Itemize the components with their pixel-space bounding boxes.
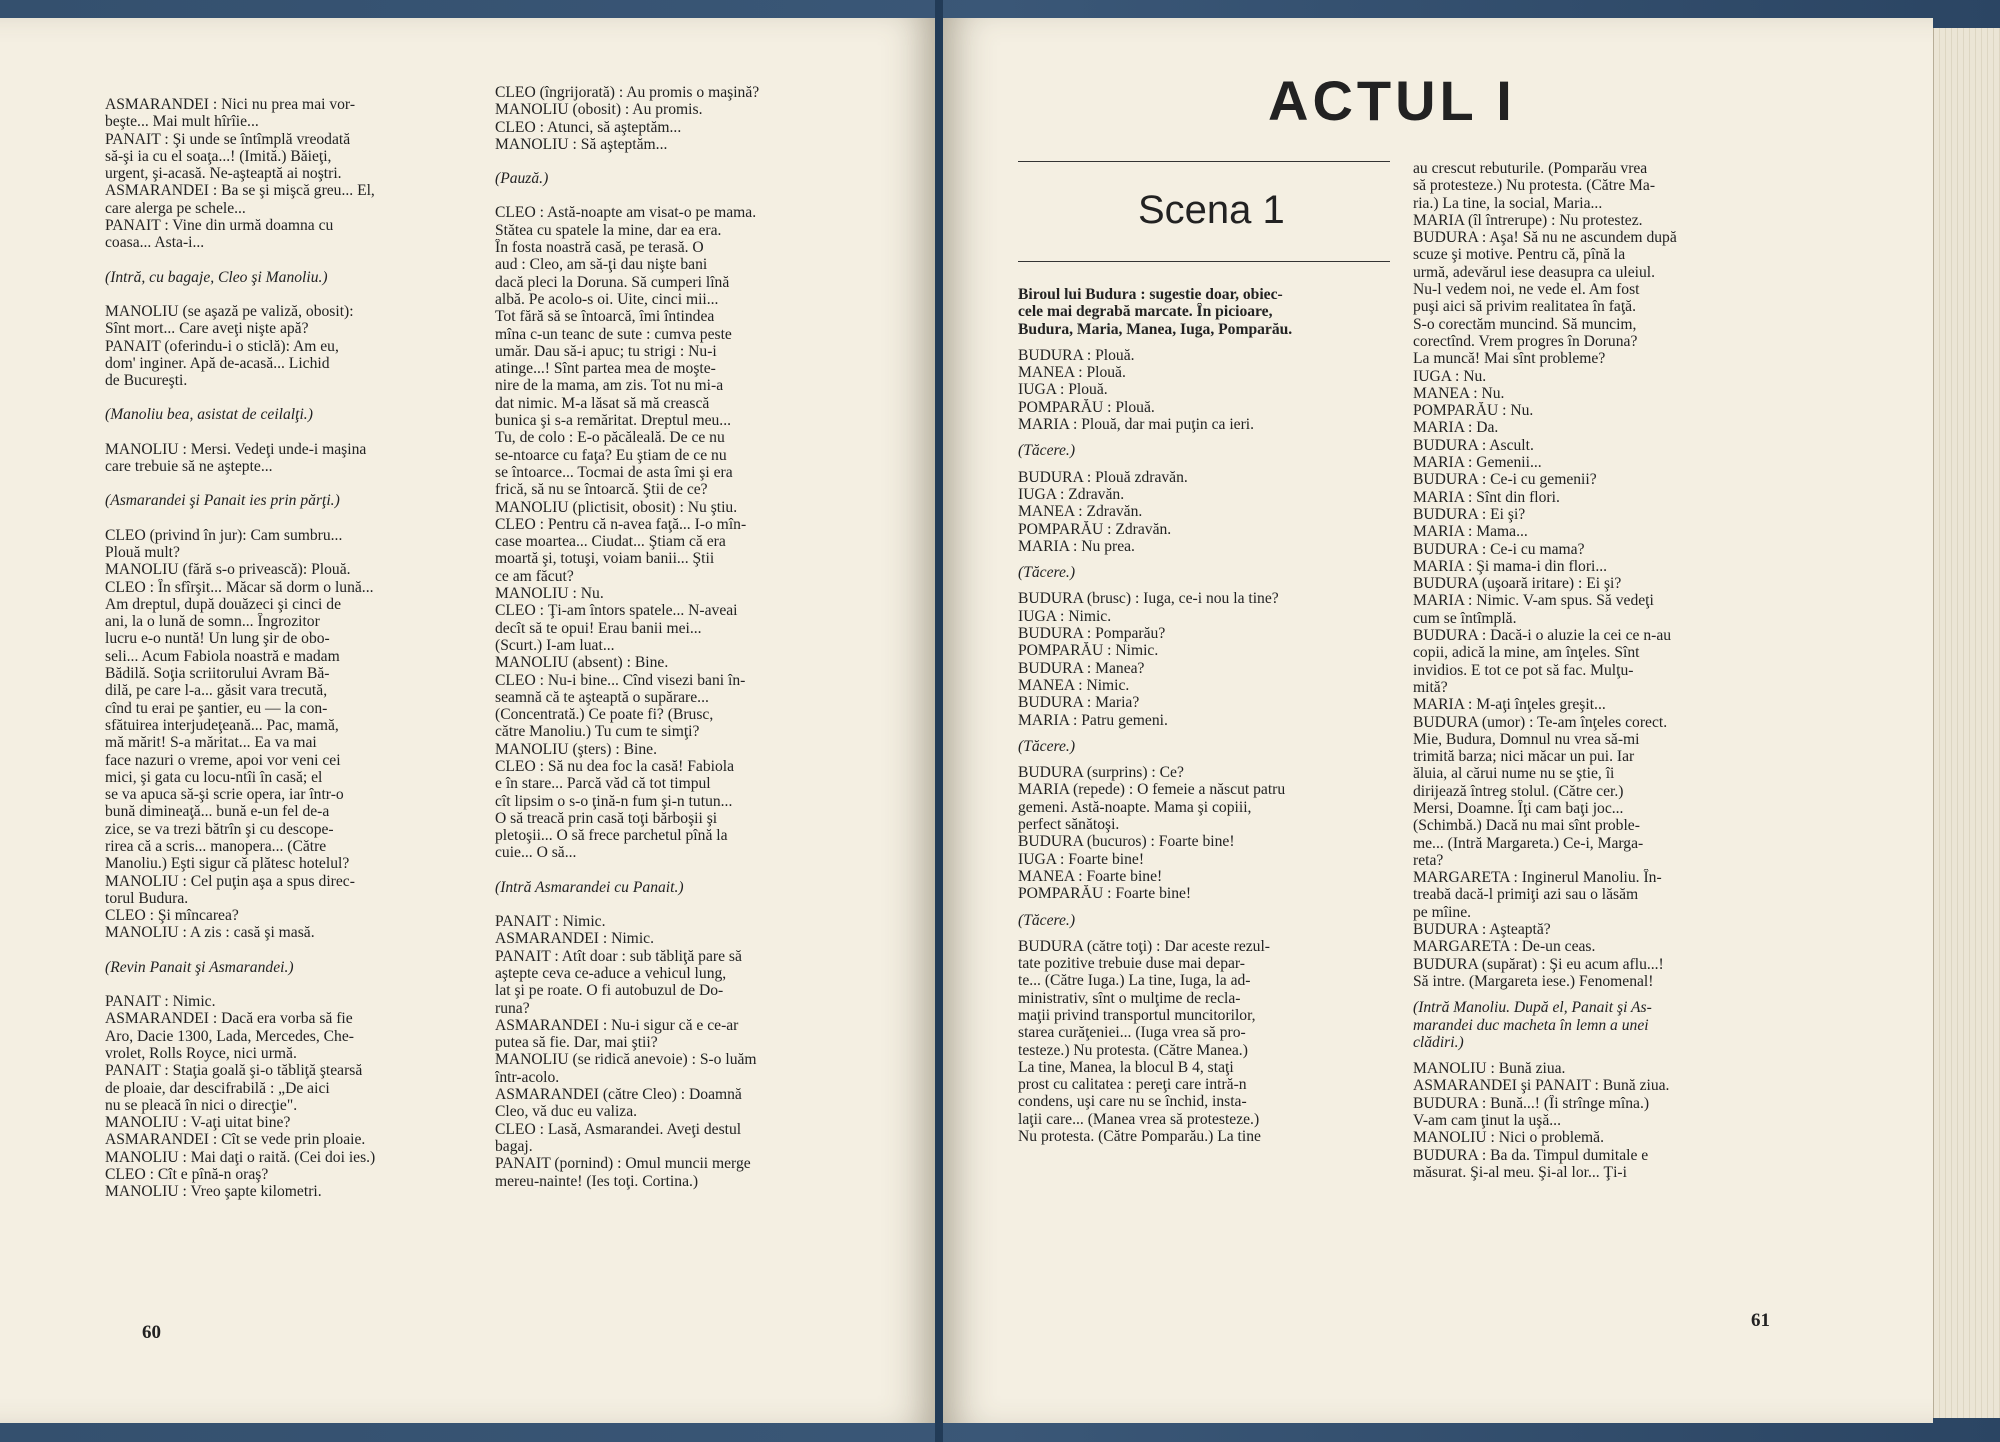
stage-direction: (Tăcere.) (1018, 911, 1076, 929)
dialogue-line: BUDURA : Pomparău? (1018, 625, 1166, 643)
stage-direction: (Intră Manoliu. După el, Panait şi As- (1413, 999, 1652, 1017)
dialogue-line: BUDURA (umor) : Te-am înţeles corect. (1413, 713, 1668, 731)
dialogue-line: POMPARĂU : Nimic. (1018, 642, 1159, 660)
dialogue-line: coasa... Asta-i... (105, 234, 205, 252)
stage-direction: (Tăcere.) (1018, 564, 1076, 582)
dialogue-line: (Schimbă.) Dacă nu mai sînt proble- (1413, 817, 1640, 835)
dialogue-line: CLEO (îngrijorată) : Au promis o maşină? (495, 84, 760, 101)
line-spacer (1018, 755, 1438, 764)
dialogue-line: ministrativ, sînt o mulţime de recla- (1018, 989, 1241, 1007)
line-spacer (1018, 433, 1438, 442)
dialogue-line: beşte... Mai mult hîrîie... (105, 113, 259, 131)
line-spacer (495, 896, 905, 913)
dialogue-line: ce am făcut? (495, 567, 574, 585)
dialogue-line: starea curăţeniei... (Iuga vrea să pro- (1018, 1024, 1246, 1042)
right-page-column-1 (1018, 286, 1438, 1145)
dialogue-line: Aro, Dacie 1300, Lada, Mercedes, Che- (105, 1027, 354, 1045)
page-number-right: 61 (1751, 1310, 1770, 1331)
dialogue-line: MANOLIU : Vreo şapte kilometri. (105, 1183, 322, 1201)
dialogue-line: lat şi pe roate. O fi autobuzul de Do- (495, 982, 724, 1000)
dialogue-line: dacă pleci la Doruna. Să cumperi lînă (495, 273, 730, 291)
dialogue-line: ria.) La tine, la social, Maria... (1413, 194, 1603, 212)
line-spacer (1413, 990, 1843, 999)
dialogue-line: copii, adică la mine, am înţeles. Sînt (1413, 644, 1640, 662)
dialogue-line: CLEO : Ţi-am întors spatele... N-aveai (495, 602, 738, 620)
dialogue-line: (Concentrată.) Ce poate fi? (Brusc, (495, 706, 714, 724)
dialogue-line: IUGA : Nu. (1413, 367, 1487, 385)
line-spacer (1018, 729, 1438, 738)
dialogue-line: puşi aici să privim realitatea în faţă. (1413, 298, 1636, 316)
line-spacer (495, 153, 905, 170)
dialogue-line: rirea că a scris... manopera... (Către (105, 837, 327, 855)
dialogue-line: CLEO : Astă-noapte am visat-o pe mama. (495, 204, 757, 222)
dialogue-line: BUDURA : Plouă. (1018, 346, 1135, 364)
dialogue-line: Tu, de colo : E-o păcăleală. De ce nu (495, 429, 725, 447)
dialogue-line: Nu protesta. (Către Pomparău.) La tine (1018, 1128, 1261, 1146)
dialogue-line: IUGA : Plouă. (1018, 381, 1108, 399)
stage-direction: marandei duc macheta în lemn a unei (1413, 1016, 1649, 1034)
dialogue-line: În fosta noastră casă, pe terasă. O (495, 239, 704, 257)
dialogue-line: moartă şi, totuşi, voiam banii... Ştii (495, 550, 715, 568)
dialogue-line: CLEO : Cît e pînă-n oraş? (105, 1166, 269, 1184)
dialogue-line: BUDURA (supărat) : Şi eu acum aflu...! (1413, 955, 1664, 973)
dialogue-line: MANOLIU : Nici o problemă. (1413, 1129, 1604, 1147)
dialogue-line: cît lipsim o s-o ţină-n fum şi-n tutun... (495, 792, 733, 810)
line-spacer (1413, 1051, 1843, 1060)
dialogue-line: mîna c-un teanc de sute : cumva peste (495, 325, 732, 343)
dialogue-line: Stătea cu spatele la mine, dar ea era. (495, 221, 722, 239)
dialogue-line: Mersi, Doamne. Îţi cam baţi joc... (1413, 799, 1624, 817)
dialogue-line: care alerga pe schele... (105, 199, 246, 217)
dialogue-line: ASMARANDEI : Ba se şi mişcă greu... El, (105, 182, 375, 200)
dialogue-line: bagaj. (495, 1137, 533, 1155)
dialogue-line: MARIA : Sînt din flori. (1413, 488, 1560, 506)
dialogue-line: vrolet, Rolls Royce, nici urmă. (105, 1044, 297, 1062)
dialogue-line: MANOLIU : Mersi. Vedeţi unde-i maşina (105, 440, 367, 458)
dialogue-line: O să treacă prin casă toţi bărboşii şi (495, 809, 718, 827)
left-page-column-1 (105, 96, 515, 1201)
dialogue-line: MANOLIU (fără s-o privească): Plouă. (105, 561, 351, 579)
dialogue-line: ASMARANDEI : Cît se vede prin ploaie. (105, 1131, 366, 1149)
dialogue-line: me... (Intră Margareta.) Ce-i, Marga- (1413, 834, 1644, 852)
dialogue-line: se întoarce... Tocmai de asta îmi şi era (495, 463, 733, 481)
dialogue-line: urmă, adevărul iese deasupra ca uleiul. (1413, 263, 1656, 281)
dialogue-line: se va apuca să-şi scrie opera, iar într-o (105, 786, 344, 804)
dialogue-line: ASMARANDEI (către Cleo) : Doamnă (495, 1086, 742, 1104)
dialogue-line: Să intre. (Margareta iese.) Fenomenal! (1413, 972, 1654, 990)
page-edges (1933, 28, 2000, 1418)
dialogue-line: La muncă! Mai sînt probleme? (1413, 350, 1606, 368)
dialogue-line: BUDURA : Ei şi? (1413, 505, 1526, 523)
dialogue-line: MARIA : Gemenii... (1413, 454, 1542, 472)
dialogue-line: BUDURA : Manea? (1018, 659, 1145, 677)
dialogue-line: atinge...! Sînt partea mea de moşte- (495, 360, 716, 378)
dialogue-line: laţii care... (Manea vrea să protesteze.) (1018, 1110, 1260, 1128)
dialogue-line: dirijează întreg stolul. (Către cer.) (1413, 782, 1624, 800)
title-rule-bottom (1018, 261, 1390, 262)
dialogue-line: case moartea... Ciudat... Ştiam că era (495, 533, 726, 551)
dialogue-line: dilă, pe care l-a... găsit vara trecută, (105, 682, 328, 700)
dialogue-line: tate pozitive trebuie duse mai depar- (1018, 955, 1246, 973)
dialogue-line: ASMARANDEI : Nu-i sigur că e ce-ar (495, 1016, 739, 1034)
dialogue-line: MANOLIU : Nu. (495, 585, 604, 603)
dialogue-line: MARIA : Nu prea. (1018, 537, 1135, 555)
dialogue-line: te... (Către Iuga.) La tine, Iuga, la ad- (1018, 972, 1251, 990)
stage-direction: (Tăcere.) (1018, 737, 1076, 755)
dialogue-line: să-şi ia cu el soaţa...! (Imită.) Băieţi, (105, 147, 332, 165)
dialogue-line: CLEO : În sfîrşit... Măcar să dorm o lună... (105, 578, 374, 596)
dialogue-line: CLEO (privind în jur): Cam sumbru... (105, 526, 343, 544)
dialogue-line: Cleo, vă duc eu valiza. (495, 1103, 638, 1121)
dialogue-line: PANAIT : Şi unde se întîmplă vreodată (105, 130, 351, 148)
dialogue-line: pe mîine. (1413, 903, 1472, 921)
dialogue-line: Tot fără să se întoarcă, îmi întindea (495, 308, 715, 326)
dialogue-line: aud : Cleo, am să-ţi dau nişte bani (495, 256, 708, 274)
dialogue-line: MANOLIU (plictisit, obosit) : Nu ştiu. (495, 498, 738, 516)
dialogue-line: PANAIT (oferindu-i o sticlă): Am eu, (105, 337, 339, 355)
dialogue-line: Bădilă. Soţia scriitorului Avram Bă- (105, 665, 330, 683)
dialogue-line: către Manoliu.) Tu cum te simţi? (495, 723, 700, 741)
dialogue-line: runa? (495, 999, 530, 1017)
dialogue-line: prost cu calitatea : pereţi care intră-n (1018, 1076, 1247, 1094)
dialogue-line: MANOLIU (absent) : Bine. (495, 654, 669, 672)
line-spacer (105, 475, 515, 492)
dialogue-line: de Bucureşti. (105, 372, 188, 390)
dialogue-line: MARIA : Nimic. V-am spus. Să vedeţi (1413, 592, 1654, 610)
dialogue-line: BUDURA : Ascult. (1413, 436, 1534, 454)
dialogue-line: ASMARANDEI : Dacă era vorba să fie (105, 1010, 353, 1028)
dialogue-line: CLEO : Atunci, să aşteptăm... (495, 118, 682, 136)
dialogue-line: POMPARĂU : Nu. (1413, 402, 1534, 420)
dialogue-line: Am dreptul, după douăzeci şi cinci de (105, 595, 341, 613)
dialogue-line: (Scurt.) I-am luat... (495, 636, 615, 654)
dialogue-line: ASMARANDEI : Nimic. (495, 930, 654, 948)
dialogue-line: BUDURA (către toţi) : Dar aceste rezul- (1018, 937, 1270, 955)
dialogue-line: BUDURA : Ce-i cu mama? (1413, 540, 1585, 558)
dialogue-line: cuie... O să... (495, 844, 577, 862)
dialogue-line: sfătuirea interjudeţeană... Pac, mamă, (105, 716, 339, 734)
dialogue-line: trimită barza; nici măcar un pui. Iar (1413, 748, 1635, 766)
dialogue-line: aştepte ceva ce-aduce a vehicul lung, (495, 964, 727, 982)
dialogue-line: albă. Pe acolo-s oi. Uite, cinci mii... (495, 290, 719, 308)
line-spacer (105, 424, 515, 441)
dialogue-line: seamnă că te aşteaptă o supărare... (495, 688, 709, 706)
dialogue-line: PANAIT : Nimic. (495, 913, 606, 931)
dialogue-line: V-am cam ţinut la uşă... (1413, 1112, 1561, 1130)
dialogue-line: face nazuri o vreme, apoi vor veni cei (105, 751, 341, 769)
dialogue-line: cum se întîmplă. (1413, 609, 1517, 627)
dialogue-line: într-acolo. (495, 1068, 560, 1086)
dialogue-line: MANOLIU : Să aşteptăm... (495, 135, 668, 153)
dialogue-line: S-o corectăm muncind. Să muncim, (1413, 315, 1637, 333)
dialogue-line: MANOLIU (se aşază pe valiză, obosit): (105, 302, 354, 320)
dialogue-line: urgent, şi-acasă. Ne-aşteaptă ai noştri. (105, 165, 342, 183)
dialogue-line: e în stare... Parcă văd că tot timpul (495, 775, 711, 793)
dialogue-line: bună dimineaţă... bună e-un fel de-a (105, 803, 330, 821)
dialogue-line: MARIA (îl întrerupe) : Nu protestez. (1413, 211, 1643, 229)
dialogue-line: IUGA : Zdravăn. (1018, 485, 1125, 503)
title-rule-top (1018, 161, 1390, 162)
line-spacer (1018, 555, 1438, 564)
dialogue-line: BUDURA : Aşteaptă? (1413, 921, 1551, 939)
dialogue-line: ASMARANDEI : Nici nu prea mai vor- (105, 96, 356, 113)
dialogue-line: MANOLIU : Mai daţi o raită. (Cei doi ies.) (105, 1148, 376, 1166)
dialogue-line: care trebuie să ne aştepte... (105, 458, 273, 476)
line-spacer (105, 252, 515, 269)
dialogue-line: BUDURA (bucuros) : Foarte bine! (1018, 833, 1235, 851)
dialogue-line: CLEO : Lasă, Asmarandei. Aveţi destul (495, 1120, 742, 1138)
dialogue-line: BUDURA : Plouă zdravăn. (1018, 468, 1188, 486)
dialogue-line: mită? (1413, 678, 1448, 696)
dialogue-line: BUDURA : Dacă-i o aluzie la cei ce n-au (1413, 627, 1672, 645)
line-spacer (495, 862, 905, 879)
dialogue-line: dom' inginer. Apă de-acasă... Lichid (105, 354, 330, 372)
dialogue-line: au crescut rebuturile. (Pomparău vrea (1413, 160, 1648, 177)
dialogue-line: BUDURA : Bună...! (Îi strînge mîna.) (1413, 1094, 1650, 1112)
dialogue-line: MARIA : Şi mama-i din flori... (1413, 557, 1608, 575)
dialogue-line: POMPARĂU : Plouă. (1018, 398, 1155, 416)
right-page (943, 18, 1933, 1423)
line-spacer (1018, 460, 1438, 469)
scene-description: cele mai degrabă marcate. În picioare, (1018, 303, 1273, 321)
dialogue-line: decît să te opui! Erau banii mei... (495, 619, 702, 637)
dialogue-line: de ploaie, dar descifrabilă : „De aici (105, 1079, 330, 1097)
dialogue-line: putea să fie. Dar, mai ştii? (495, 1034, 658, 1052)
dialogue-line: Nu-l vedem noi, ne vede el. Am fost (1413, 281, 1640, 299)
line-spacer (105, 389, 515, 406)
dialogue-line: PANAIT : Vine din urmă doamna cu (105, 217, 334, 235)
stage-direction: (Tăcere.) (1018, 442, 1076, 460)
dialogue-line: ăluia, al cărui nume nu se ştie, îi (1413, 765, 1615, 783)
dialogue-line: Sînt mort... Care aveţi nişte apă? (105, 320, 309, 338)
stage-direction: (Intră, cu bagaje, Cleo şi Manoliu.) (105, 268, 328, 286)
dialogue-line: măsurat. Şi-al meu. Şi-al lor... Ţi-i (1413, 1163, 1627, 1181)
dialogue-line: MANOLIU : V-aţi uitat bine? (105, 1114, 291, 1132)
dialogue-line: CLEO : Pentru că n-avea faţă... I-o mîn- (495, 515, 747, 533)
dialogue-line: IUGA : Foarte bine! (1018, 850, 1145, 868)
dialogue-line: corectînd. Vrem progres în Doruna? (1413, 332, 1638, 350)
dialogue-line: CLEO : Şi mîncarea? (105, 907, 239, 925)
dialogue-line: BUDURA (uşoară iritare) : Ei şi? (1413, 575, 1622, 593)
dialogue-line: PANAIT (pornind) : Omul muncii merge (495, 1155, 751, 1173)
dialogue-line: mereu-nainte! (Ies toţi. Cortina.) (495, 1172, 699, 1190)
dialogue-line: reta? (1413, 851, 1444, 869)
dialogue-line: dat nimic. M-a lăsat să mă crească (495, 394, 710, 412)
dialogue-line: POMPARĂU : Foarte bine! (1018, 885, 1192, 903)
dialogue-line: condens, uşi care nu se închid, insta- (1018, 1093, 1247, 1111)
dialogue-line: BUDURA : Ba da. Timpul dumitale e (1413, 1146, 1649, 1164)
dialogue-line: nu se pleacă în nici o direcţie". (105, 1096, 298, 1114)
dialogue-line: perfect sănătoşi. (1018, 816, 1120, 834)
line-spacer (1018, 338, 1438, 347)
dialogue-line: CLEO : Nu-i bine... Cînd visezi bani în- (495, 671, 746, 689)
dialogue-line: pletoşii... O să frece parchetul pînă la (495, 827, 728, 845)
dialogue-line: Plouă mult? (105, 543, 180, 561)
dialogue-line: torul Budura. (105, 889, 189, 907)
dialogue-line: MARGARETA : De-un ceas. (1413, 938, 1596, 956)
dialogue-line: zice, se va trezi bătrîn şi cu descope- (105, 820, 334, 838)
dialogue-line: MANEA : Foarte bine! (1018, 867, 1163, 885)
dialogue-line: IUGA : Nimic. (1018, 607, 1112, 625)
dialogue-line: POMPARĂU : Zdravăn. (1018, 520, 1172, 538)
dialogue-line: PANAIT : Nimic. (105, 993, 216, 1011)
dialogue-line: invidios. E tot ce pot să fac. Mulţu- (1413, 661, 1634, 679)
dialogue-line: MANEA : Nimic. (1018, 676, 1130, 694)
dialogue-line: BUDURA : Ce-i cu gemenii? (1413, 471, 1597, 489)
dialogue-line: MANEA : Zdravăn. (1018, 503, 1143, 521)
dialogue-line: MANEA : Plouă. (1018, 364, 1126, 382)
dialogue-line: nire de la mama, am zis. Tot nu mi-a (495, 377, 724, 395)
dialogue-line: gemeni. Astă-noapte. Mama şi copiii, (1018, 798, 1252, 816)
dialogue-line: MANOLIU (şters) : Bine. (495, 740, 657, 758)
dialogue-line: frică, să nu se întoarcă. Ştii de ce? (495, 481, 708, 499)
dialogue-line: MARGARETA : Inginerul Manoliu. În- (1413, 869, 1662, 887)
right-page-column-2 (1413, 160, 1843, 1181)
line-spacer (495, 187, 905, 204)
stage-direction: (Intră Asmarandei cu Panait.) (495, 878, 684, 896)
line-spacer (1018, 903, 1438, 912)
line-spacer (105, 286, 515, 303)
dialogue-line: BUDURA (brusc) : Iuga, ce-i nou la tine? (1018, 590, 1279, 608)
dialogue-line: cînd tu erai pe şantier, eu — la con- (105, 699, 328, 717)
line-spacer (105, 976, 515, 993)
dialogue-line: CLEO : Să nu dea foc la casă! Fabiola (495, 757, 735, 775)
dialogue-line: testeze.) Nu protesta. (Către Manea.) (1018, 1041, 1248, 1059)
dialogue-line: ASMARANDEI şi PANAIT : Bună ziua. (1413, 1077, 1670, 1095)
dialogue-line: MARIA : M-aţi înţeles greşit... (1413, 696, 1606, 714)
dialogue-line: MANEA : Nu. (1413, 384, 1505, 402)
left-page-column-2 (495, 84, 905, 1190)
dialogue-line: PANAIT : Staţia goală şi-o tăbliţă ştearsă (105, 1062, 363, 1080)
dialogue-line: maţii privind transportul muncitorilor, (1018, 1006, 1256, 1024)
line-spacer (105, 510, 515, 527)
dialogue-line: se-ntoarce cu faţa? Eu ştiam de ce nu (495, 446, 727, 464)
dialogue-line: MANOLIU (obosit) : Au promis. (495, 101, 703, 119)
dialogue-line: scuze şi motive. Pentru că, pînă la (1413, 246, 1626, 264)
dialogue-line: BUDURA : Aşa! Să nu ne ascundem după (1413, 229, 1677, 247)
left-page (0, 18, 935, 1423)
dialogue-line: Mie, Budura, Domnul nu vrea să-mi (1413, 730, 1640, 748)
act-title: ACTUL I (1268, 69, 1516, 132)
dialogue-line: MARIA : Da. (1413, 419, 1499, 437)
stage-direction: (Pauză.) (495, 170, 549, 188)
dialogue-line: să protesteze.) Nu protesta. (Către Ma- (1413, 177, 1656, 195)
line-spacer (1018, 929, 1438, 938)
dialogue-line: Manoliu.) Eşti sigur că plătesc hotelul? (105, 855, 350, 873)
dialogue-line: treabă dacă-l primiţi azi sau o lăsăm (1413, 886, 1639, 904)
dialogue-line: La tine, Manea, la blocul B 4, staţi (1018, 1058, 1234, 1076)
dialogue-line: MARIA : Plouă, dar mai puţin ca ieri. (1018, 416, 1255, 434)
dialogue-line: MARIA (repede) : O femeie a născut patru (1018, 781, 1286, 799)
dialogue-line: PANAIT : Atît doar : sub tăbliţă pare să (495, 947, 742, 965)
dialogue-line: MANOLIU : Bună ziua. (1413, 1060, 1566, 1078)
dialogue-line: ani, la o lună de somn... Îngrozitor (105, 613, 320, 631)
dialogue-line: umăr. Dau să-i apuc; tu strigi : Nu-i (495, 342, 717, 360)
line-spacer (1018, 581, 1438, 590)
dialogue-line: seli... Acum Fabiola noastră e madam (105, 647, 340, 665)
dialogue-line: bunica şi s-a remăritat. Dreptul meu... (495, 412, 731, 430)
dialogue-line: MANOLIU (se ridică anevoie) : S-o luăm (495, 1051, 757, 1069)
dialogue-line: MANOLIU : Cel puţin aşa a spus direc- (105, 872, 355, 890)
line-spacer (105, 942, 515, 959)
dialogue-line: MARIA : Patru gemeni. (1018, 711, 1168, 729)
scene-description: Budura, Maria, Manea, Iuga, Pomparău. (1018, 320, 1293, 338)
stage-direction: (Asmarandei şi Panait ies prin părţi.) (105, 492, 340, 510)
dialogue-line: mă mărit! S-a măritat... Ea va mai (105, 734, 317, 752)
dialogue-line: MANOLIU : A zis : casă şi masă. (105, 924, 315, 942)
scene-description: Biroul lui Budura : sugestie doar, obiec- (1018, 286, 1283, 303)
dialogue-line: lucru e-o nuntă! Un lung şir de obo- (105, 630, 330, 648)
stage-direction: (Revin Panait şi Asmarandei.) (105, 958, 294, 976)
stage-direction: clădiri.) (1413, 1033, 1464, 1051)
dialogue-line: mici, şi gata cu locu-ntîi în casă; el (105, 768, 323, 786)
scene-title: Scena 1 (1138, 188, 1285, 232)
page-number-left: 60 (142, 1322, 161, 1343)
dialogue-line: BUDURA (surprins) : Ce? (1018, 764, 1184, 782)
stage-direction: (Manoliu bea, asistat de ceilalţi.) (105, 406, 313, 424)
dialogue-line: BUDURA : Maria? (1018, 694, 1140, 712)
dialogue-line: MARIA : Mama... (1413, 523, 1528, 541)
book-spine (935, 0, 943, 1442)
